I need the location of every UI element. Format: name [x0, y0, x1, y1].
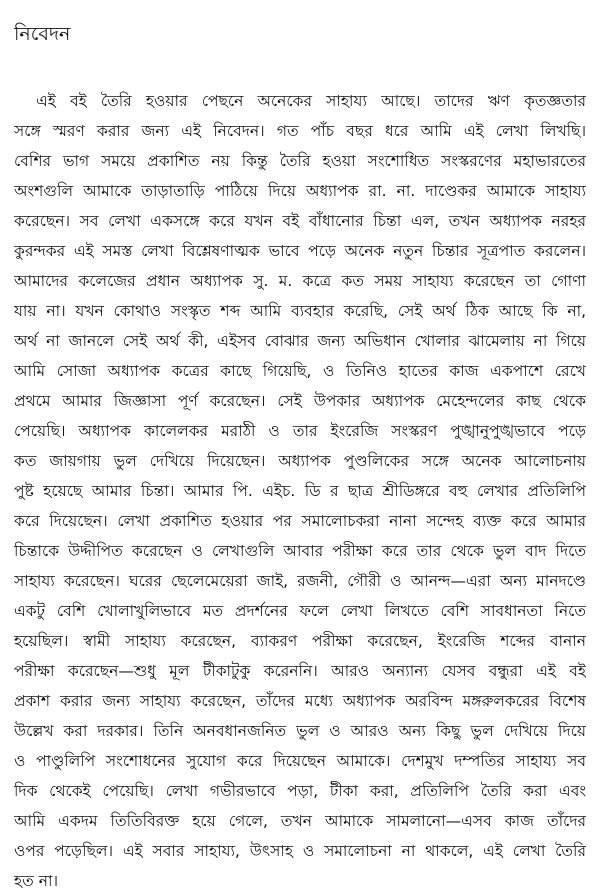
text-line: এই বই তৈরি হওয়ার পেছনে অনেকের সাহায্য আছে। তাদের ঋণ কৃতজ্ঞতার: [36, 92, 586, 110]
text-line: সঙ্গে স্মরণ করার জন্য এই নিবেদন। গত পাঁচ বছর ধরে আমি এই লেখা লিখছি।: [14, 122, 586, 140]
text-line: অর্থ না জানলে সেই অর্থ কী, এইসব বোঝার জন্য অভিধান খোলার ঝামেলায় না গিয়ে: [14, 332, 586, 350]
text-line: করে দিয়েছেন। লেখা প্রকাশিত হওয়ার পর সমালোচকরা নানা সন্দেহ ব্যক্ত করে আমার: [14, 512, 586, 530]
text-line: অংশগুলি আমাকে তাড়াতাড়ি পাঠিয়ে দিয়ে অধ্যাপক রা. না. দাণ্ডেকর আমাকে সাহায্য: [14, 182, 586, 200]
text-line: পুষ্ট হয়েছে আমার চিন্তা। আমার পি. এইচ. ডি র ছাত্র শ্রীডিঙ্গরে বহু লেখার প্রতিলিপি: [14, 482, 586, 500]
text-line: করেছেন। সব লেখা একসঙ্গে করে যখন বই বাঁধানোর চিন্তা এল, তখন অধ্যাপক নরহর: [14, 212, 586, 230]
text-line: ও পাণ্ডুলিপি সংশোধনের সুযোগ করে দিয়েছেন আমাকে। দেশমুখ দম্পতির সাহায্য সব: [14, 752, 586, 770]
text-line: পরীক্ষা করেছেন—শুধু মূল টীকাটুকু করেননি। আরও অন্যান্য যেসব বন্ধুরা এই বই: [14, 662, 586, 680]
text-line: হত না।: [14, 872, 58, 890]
text-line: বেশির ভাগ সময়ে প্রকাশিত নয় কিন্তু তৈরি হওয়া সংশোধিত সংস্করণের মহাভারতের: [14, 152, 586, 170]
text-line: আমি সোজা অধ্যাপক কত্রের কাছে গিয়েছি, ও তিনিও হাতের কাজ একপাশে রেখে: [14, 362, 586, 380]
text-line: ওপর পড়েছিল। এই সবার সাহায্য, উৎসাহ ও সমালোচনা না থাকলে, এই লেখা তৈরি: [14, 842, 586, 860]
text-line: কত জায়গায় ভুল দেখিয়ে দিয়েছেন। অধ্যাপক পুণ্ডলিকের সঙ্গে অনেক আলোচনায়: [14, 452, 586, 470]
text-line: চিন্তাকে উদ্দীপিত করেছেন ও লেখাগুলি আবার পরীক্ষা করে তার থেকে ভুল বাদ দিতে: [14, 542, 586, 560]
text-line: দিক থেকেই পেয়েছি। লেখা গভীরভাবে পড়া, টীকা করা, প্রতিলিপি তৈরি করা এবং: [14, 782, 586, 800]
text-line: আমাদের কলেজের প্রধান অধ্যাপক সু. ম. কত্রে কত সময় সাহায্য করেছেন তা গোণা: [14, 272, 586, 290]
text-line: প্রকাশ করার জন্য সাহায্য করেছেন, তাঁদের মধ্যে অধ্যাপক অরবিন্দ মঙ্গরুলকরের বিশেষ: [14, 692, 586, 710]
page-heading: নিবেদন: [14, 23, 71, 45]
text-line: আমি একদম তিতিবিরক্ত হয়ে গেলে, তখন আমাকে সামলানো—এসব কাজ তাঁদের: [14, 812, 586, 830]
text-line: উল্লেখ করা দরকার। তিনি অনবধানজনিত ভুল ও আরও অন্য কিছু ভুল দেখিয়ে দিয়ে: [14, 722, 586, 740]
text-line: সাহায্য করেছেন। ঘরের ছেলেমেয়েরা জাই, রজনী, গৌরী ও আনন্দ—এরা অন্য মানদণ্ডে: [14, 572, 586, 590]
text-line: যায় না। যখন কোথাও সংস্কৃত শব্দ আমি ব্যবহার করেছি, সেই অর্থ ঠিক আছে কি না,: [14, 302, 586, 320]
text-line: হয়েছিল। স্বামী সাহায্য করেছেন, ব্যাকরণ পরীক্ষা করেছেন, ইংরেজি শব্দের বানান: [14, 632, 586, 650]
text-line: প্রথমে আমার জিজ্ঞাসা পূর্ণ করেছেন। সেই উপকার অধ্যাপক মেহেন্দলের কাছ থেকে: [14, 392, 586, 410]
text-line: পেয়েছি। অধ্যাপক কালেলকর মরাঠী ও তার ইংরেজি সংস্করণ পুঙ্খানুপুঙ্খভাবে পড়ে: [14, 422, 586, 440]
text-line: একটু বেশি খোলাখুলিভাবে মত প্রদর্শনের ফলে লেখা লিখতে বেশি সাবধানতা নিতে: [14, 602, 586, 620]
text-line: কুরন্দকর এই সমস্ত লেখা বিশ্লেষণাত্মক ভাবে পড়ে অনেক নতুন চিন্তার সূত্রপাত করলেন।: [14, 242, 586, 260]
